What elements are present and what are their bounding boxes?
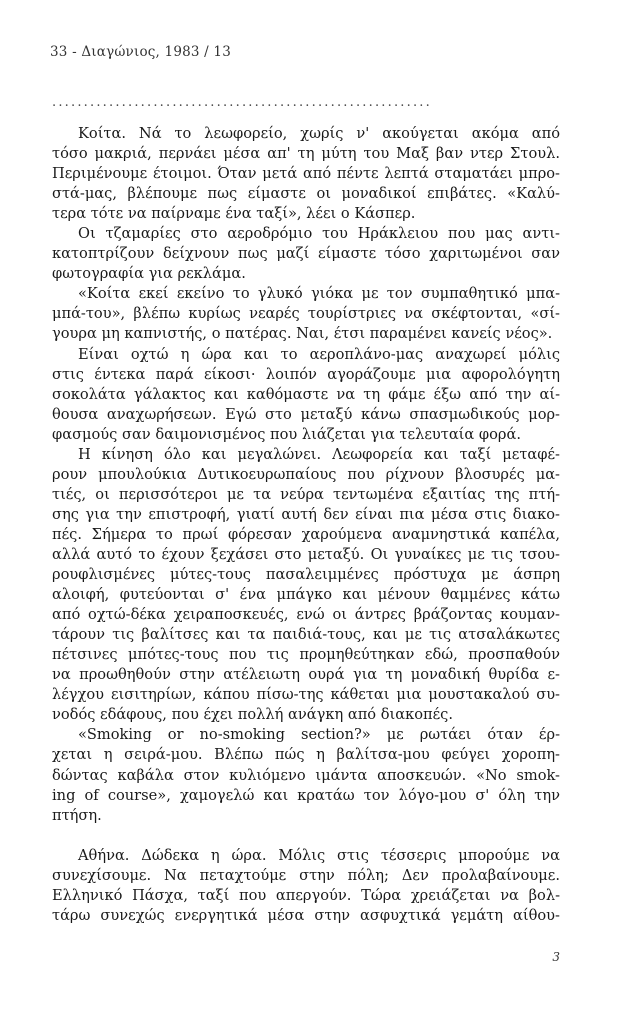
text-line: γουρα μη καπνιστής, ο πατέρας. Ναι, έτσι παραμένει κανείς νέος». bbox=[52, 325, 553, 343]
text-line: «Κοίτα εκεί εκείνο το γλυκό γιόκα με τον συμπαθητικό μπα- bbox=[78, 285, 560, 303]
text-line: τόσο μακριά, περνάει μέσα απ' τη μύτη του Μαξ βαν ντερ Στουλ. bbox=[52, 145, 560, 163]
running-head: 33 - Διαγώνιος, 1983 / 13 bbox=[50, 44, 231, 60]
section-break bbox=[52, 826, 560, 846]
text-line: Ελληνικό Πάσχα, ταξί που απεργούν. Τώρα χρειάζεται να βολ- bbox=[52, 886, 560, 904]
text-line: Κοίτα. Νά το λεωφορείο, χωρίς ν' ακούγεται ακόμα από bbox=[78, 125, 560, 142]
text-line: συνεχίσουμε. Να πεταχτούμε στην πόλη; Δεν προλαβαίνουμε. bbox=[52, 866, 560, 884]
text-line: κατοπτρίζουν δείχνουν πως μαζί είμαστε τόσο χαριτωμένοι σαν bbox=[52, 245, 560, 263]
text-line: πές. Σήμερα το πρωί φόρεσαν χαρούμενα αναμνηστικά καπέλα, bbox=[52, 525, 560, 543]
text-line: τάρω συνεχώς ενεργητικά μέσα στην ασφυχτικά γεμάτη αίθου- bbox=[52, 906, 560, 924]
text-line: στις έντεκα παρά είκοσι· λοιπόν αγοράζουμε μια αφορολόγητη bbox=[52, 365, 560, 383]
text-line: Η κίνηση όλο και μεγαλώνει. Λεωφορεία και ταξί μεταφέ- bbox=[78, 445, 560, 463]
page-number: 3 bbox=[552, 950, 560, 964]
text-line: λέγχου εισιτηρίων, κάπου πίσω-της κάθεται μια μουστακαλού συ- bbox=[52, 686, 560, 704]
text-line: Οι τζαμαρίες στο αεροδρόμιο του Ηράκλειου που μας αντι- bbox=[78, 225, 560, 243]
text-line: θουσα αναχωρήσεων. Εγώ στο μεταξύ κάνω σπασμωδικούς μορ- bbox=[52, 405, 560, 423]
body-text bbox=[52, 124, 560, 926]
text-line: πέτσινες μπότες-τους που τις προμηθεύτηκαν εδώ, προσπαθούν bbox=[52, 646, 560, 664]
text-line: «Smoking or no-smoking section?» με ρωτάει όταν έρ- bbox=[78, 726, 560, 744]
text-line: Είναι οχτώ η ώρα και το αεροπλάνο-μας αναχωρεί μόλις bbox=[78, 345, 560, 363]
text-line: ing of course», χαμογελώ και κρατάω τον λόγο-μου σ' όλη την bbox=[52, 786, 560, 804]
text-line: μπά-του», βλέπω κυρίως νεαρές τουρίστριες να σκέφτονται, «σί- bbox=[52, 305, 560, 323]
text-line: τερα τότε να παίρναμε ένα ταξί», λέει ο Κάσπερ. bbox=[52, 205, 416, 223]
text-line: δώντας καβάλα στον κυλιόμενο ιμάντα αποσκευών. «No smok- bbox=[52, 766, 560, 784]
text-line: τιές, οι περισσότεροι με τα νεύρα τεντωμένα εξαιτίας της πτή- bbox=[52, 485, 560, 503]
text-line: να προωθηθούν στην ατέλειωτη ουρά για τη μοναδική θυρίδα ε- bbox=[52, 666, 560, 684]
text-line: χεται η σειρά-μου. Βλέπω πώς η βαλίτσα-μου φεύγει χοροπη- bbox=[52, 746, 560, 764]
text-line: στά-μας, βλέπουμε πως είμαστε οι μοναδικοί επιβάτες. «Καλύ- bbox=[52, 185, 560, 203]
text-line: Αθήνα. Δώδεκα η ώρα. Μόλις στις τέσσερις μπορούμε να bbox=[78, 846, 560, 864]
text-line: φωτογραφία για ρεκλάμα. bbox=[52, 265, 246, 283]
text-line: ρουφλισμένες μύτες-τους πασαλειμμένες πρόστυχα με άσπρη bbox=[52, 566, 560, 584]
text-line: φασμούς σαν δαιμονισμένος που λιάζεται για τελευταία φορά. bbox=[52, 425, 521, 443]
text-line: νοδός εδάφους, που έχει πολλή ανάγκη από διακοπές. bbox=[52, 706, 453, 724]
text-line: σης για την επιστροφή, γιατί αυτή δεν είναι πια μέσα στις διακο- bbox=[52, 505, 560, 523]
text-line: αλοιφή, φυτεύονται σ' ένα μπάγκο και μένουν θαμμένες κάτω bbox=[52, 586, 560, 604]
text-line: Περιμένουμε έτοιμοι. Όταν μετά από πέντε λεπτά σταματάει μπρο- bbox=[52, 165, 560, 183]
text-line: πτήση. bbox=[52, 806, 102, 824]
text-line: από οχτώ-δέκα χειραποσκευές, ενώ οι άντρες βράζοντας κουμαν- bbox=[52, 606, 560, 624]
text-line: σοκολάτα γάλακτος και καθόμαστε να τη φάμε έξω από την αί- bbox=[52, 385, 560, 403]
text-line: ρουν μπουλούκια Δυτικοευρωπαίους που ρίχνουν βλοσυρές μα- bbox=[52, 465, 560, 483]
text-line: αλλά αυτό το έχουν ξεχάσει στο μεταξύ. Οι γυναίκες με τις τσου- bbox=[52, 545, 560, 563]
text-line: τάρουν τις βαλίτσες και τα παιδιά-τους, και με τις ατσαλάκωτες bbox=[52, 626, 560, 644]
dotted-separator: ............................................................ bbox=[52, 95, 432, 110]
